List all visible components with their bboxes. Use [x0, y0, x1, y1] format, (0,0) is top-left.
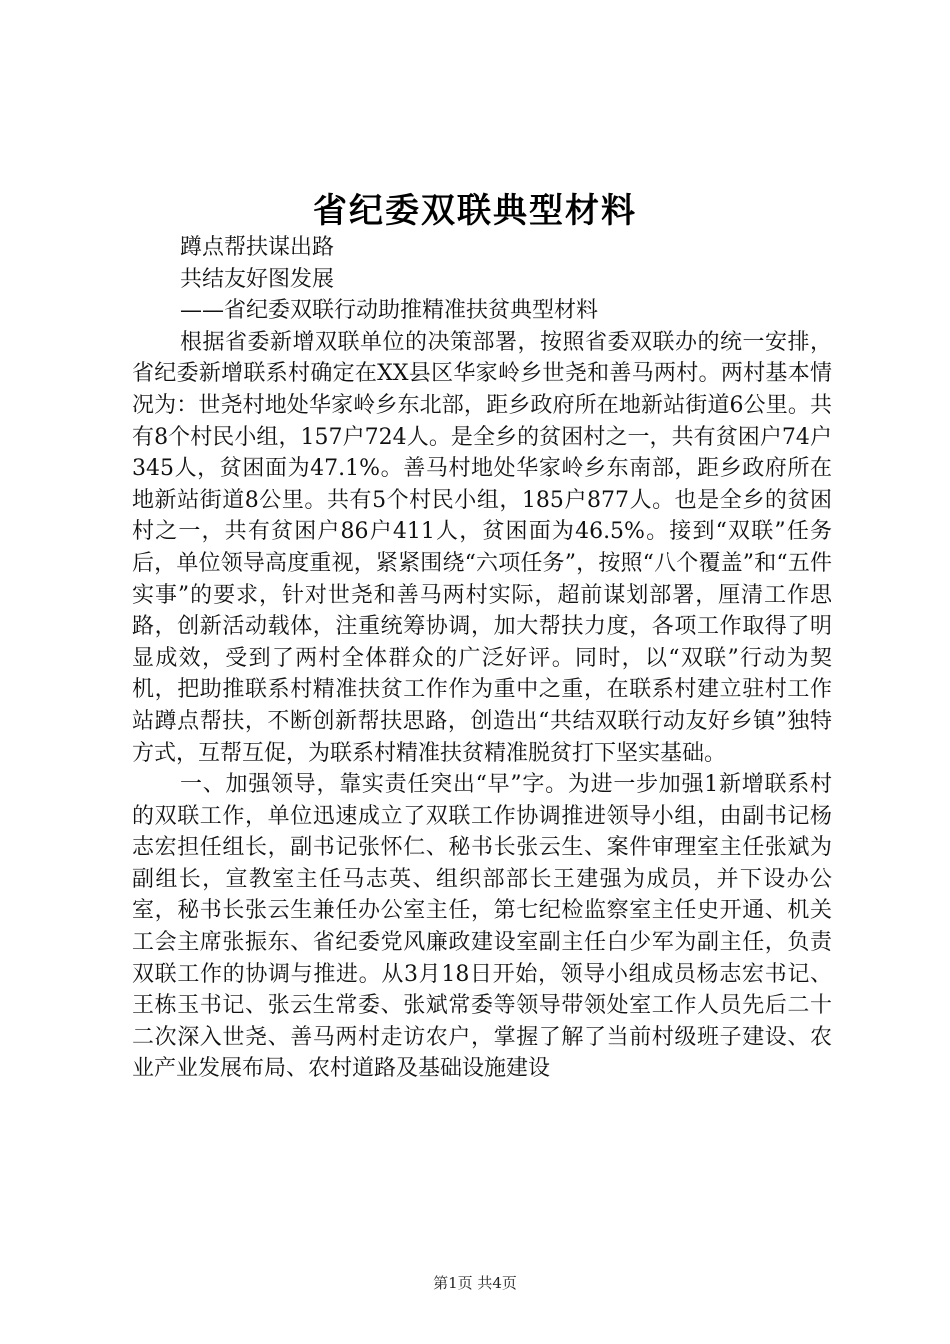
subtitle-line: 共结友好图发展 [180, 266, 335, 292]
document-title: 省纪委双联典型材料 [313, 191, 637, 231]
subtitle-line: ——省纪委双联行动助推精准扶贫典型材料 [180, 298, 599, 324]
body-paragraph: 根据省委新增双联单位的决策部署，按照省委双联办的统一安排，省纪委新增联系村确定在XX县区华家岭乡世尧和善马两村。两村基本情况为：世尧村地处华家岭乡东北部，距乡政府所在地新站街道6公里。共有8个村民小组，157户724人。是全乡的贫困村之一，共有贫困户74户345人，贫困面为47.1%。善马村地处华家岭乡东南部，距乡政府所在地新站街道8公里。共有5个村民小组，185户877人。也是全乡的贫困村之一，共有贫困户86户411人，贫困面为46.5%。接到“双联”任务后，单位领导高度重视，紧紧围绕“六项任务”，按照“八个覆盖”和“五件实事”的要求，针对世尧和善马两村实际，超前谋划部署，厘清工作思路，创新活动载体，注重统筹协调，加大帮扶力度，各项工作取得了明显成效，受到了两村全体群众的广泛好评。同时，以“双联”行动为契机，把助推联系村精准扶贫工作作为重中之重，在联系村建立驻村工作站蹲点帮扶，不断创新帮扶思路，创造出“共结双联行动友好乡镇”独特方式，互帮互促，为联系村精准扶贫精准脱贫打下坚实基础。 [132, 329, 832, 766]
document-body [132, 232, 832, 1085]
subtitle-line: 蹲点帮扶谋出路 [180, 235, 335, 260]
page-footer: 第1页 共4页 [433, 1274, 517, 1292]
body-paragraph: 一、加强领导，靠实责任突出“早”字。为进一步加强1新增联系村的双联工作，单位迅速成立了双联工作协调推进领导小组，由副书记杨志宏担任组长，副书记张怀仁、秘书长张云生、案件审理室主任张斌为副组长，宣教室主任马志英、组织部部长王建强为成员，并下设办公室，秘书长张云生兼任办公室主任，第七纪检监察室主任史开通、机关工会主席张振东、省纪委党风廉政建设室副主任白少军为副主任，负责双联工作的协调与推进。从3月18日开始，领导小组成员杨志宏书记、王栋玉书记、张云生常委、张斌常委等领导带领处室工作人员先后二十二次深入世尧、善马两村走访农户，掌握了解了当前村级班子建设、农业产业发展布局、农村道路及基础设施建设 [132, 772, 832, 1082]
